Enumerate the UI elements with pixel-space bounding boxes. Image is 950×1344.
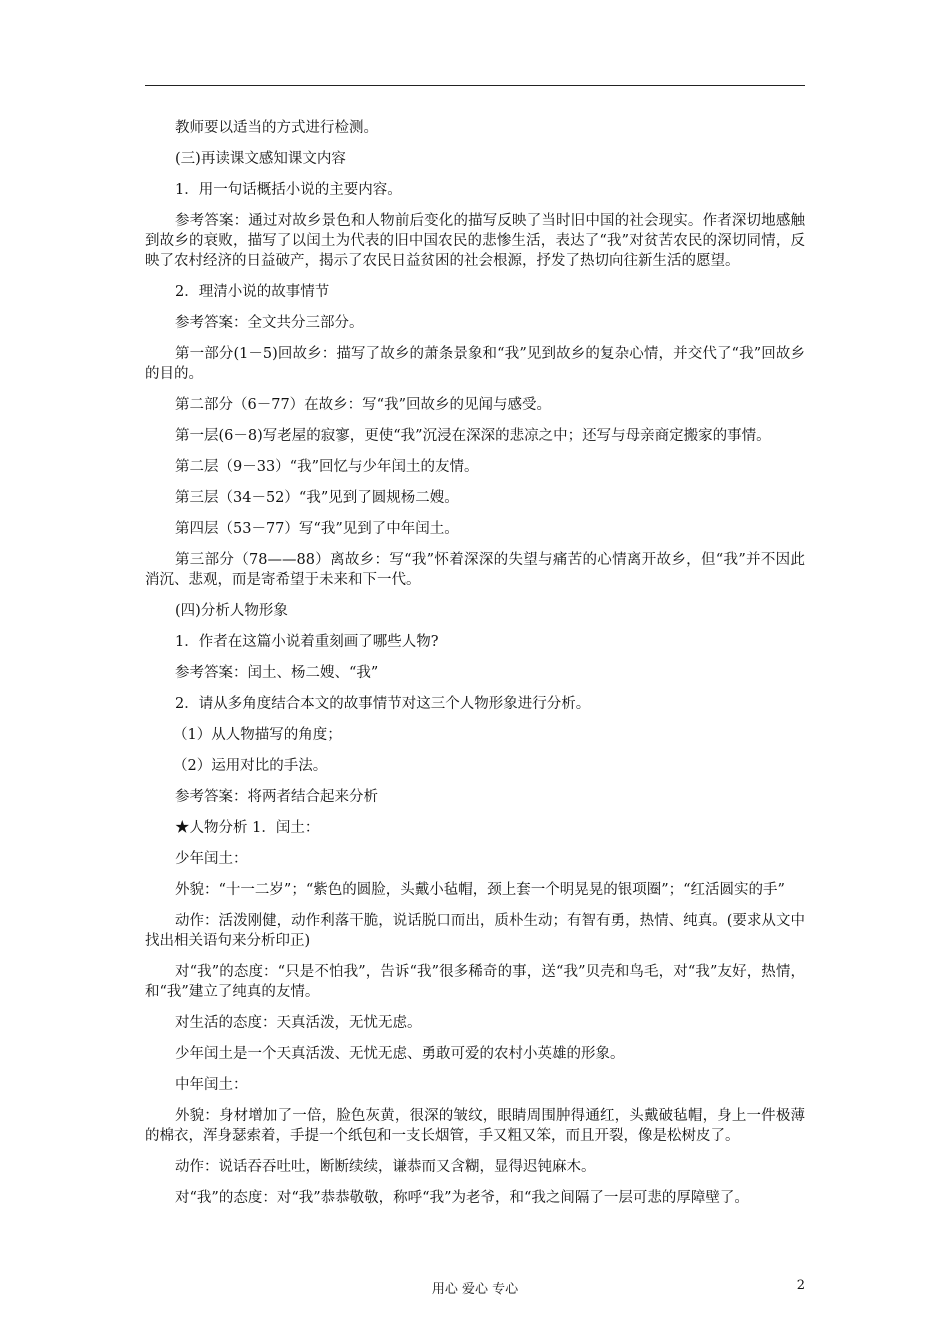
- header-rule: [145, 85, 805, 86]
- paragraph: 对生活的态度：天真活泼，无忧无虑。: [175, 1015, 422, 1031]
- answer: 参考答案：通过对故乡景色和人物前后变化的描写反映了当时旧中国的社会现实。作者深切地感触到故乡的衰败，描写了以闰土为代表的旧中国农民的悲惨生活，表达了“我”对贫苦农民的深切同情，反映了农村经济的日益破产，揭示了农民日益贫困的社会根源，抒发了热切向往新生活的愿望。: [145, 213, 805, 269]
- page-number: 2: [796, 1278, 805, 1293]
- paragraph: （1）从人物描写的角度；: [173, 727, 342, 743]
- paragraph: 教师要以适当的方式进行检测。: [175, 120, 378, 136]
- question: 1．用一句话概括小说的主要内容。: [175, 182, 402, 198]
- question: 2．请从多角度结合本文的故事情节对这三个人物形象进行分析。: [175, 696, 591, 712]
- paragraph: 第二部分（6－77）在故乡：写“我”回故乡的见闻与感受。: [175, 397, 551, 413]
- paragraph: ★人物分析 1．闰土：: [175, 820, 320, 836]
- paragraph: 外貌：“十一二岁”；“紫色的圆脸，头戴小毡帽，颈上套一个明晃晃的银项圈”；“红活圆实的手”: [175, 882, 785, 898]
- paragraph: （2）运用对比的手法。: [173, 758, 328, 774]
- answer: 参考答案：将两者结合起来分析: [175, 789, 378, 805]
- paragraph: 第二层（9－33）“我”回忆与少年闰土的友情。: [175, 459, 479, 475]
- footer-motto: 用心 爱心 专心: [431, 1282, 519, 1297]
- paragraph: 少年闰土是一个天真活泼、无忧无虑、勇敢可爱的农村小英雄的形象。: [175, 1046, 625, 1062]
- question: 1．作者在这篇小说着重刻画了哪些人物?: [175, 634, 439, 650]
- paragraph: 对“我”的态度：“只是不怕我”，告诉“我”很多稀奇的事，送“我”贝壳和鸟毛，对“我”友好，热情，和“我”建立了纯真的友情。: [145, 964, 805, 1000]
- paragraph: 第三部分（78——88）离故乡：写“我”怀着深深的失望与痛苦的心情离开故乡，但“我”并不因此消沉、悲观，而是寄希望于未来和下一代。: [145, 552, 805, 588]
- paragraph: 第三层（34－52）“我”见到了圆规杨二嫂。: [175, 490, 459, 506]
- page-footer: [0, 1278, 950, 1300]
- paragraph: 第一部分(1－5)回故乡：描写了故乡的萧条景象和“我”见到故乡的复杂心情，并交代了“我”回故乡的目的。: [145, 346, 805, 382]
- paragraph: 第一层(6－8)写老屋的寂寥，更使“我”沉浸在深深的悲凉之中；还写与母亲商定搬家的事情。: [175, 428, 771, 444]
- answer: 参考答案：闰土、杨二嫂、“我”: [175, 665, 379, 681]
- paragraph: 对“我”的态度：对“我”恭恭敬敬，称呼“我”为老爷，和“我之间隔了一层可悲的厚障壁了。: [175, 1190, 749, 1206]
- section-heading: (三)再读课文感知课文内容: [175, 151, 346, 167]
- paragraph: 动作：活泼刚健，动作利落干脆，说话脱口而出，质朴生动；有智有勇，热情、纯真。(要求从文中找出相关语句来分析印正): [145, 913, 805, 949]
- answer: 参考答案：全文共分三部分。: [175, 315, 364, 331]
- section-heading: (四)分析人物形象: [175, 603, 288, 619]
- paragraph: 中年闰土：: [175, 1077, 248, 1093]
- paragraph: 动作：说话吞吞吐吐，断断续续，谦恭而又含糊，显得迟钝麻木。: [175, 1159, 596, 1175]
- document-body: [145, 118, 805, 1219]
- paragraph: 第四层（53－77）写“我”见到了中年闰土。: [175, 521, 459, 537]
- paragraph: 少年闰土：: [175, 851, 248, 867]
- paragraph: 外貌：身材增加了一倍，脸色灰黄，很深的皱纹，眼睛周围肿得通红，头戴破毡帽，身上一件极薄的棉衣，浑身瑟索着，手提一个纸包和一支长烟管，手又粗又笨，而且开裂，像是松树皮了。: [145, 1108, 805, 1144]
- question: 2．理清小说的故事情节: [175, 284, 330, 300]
